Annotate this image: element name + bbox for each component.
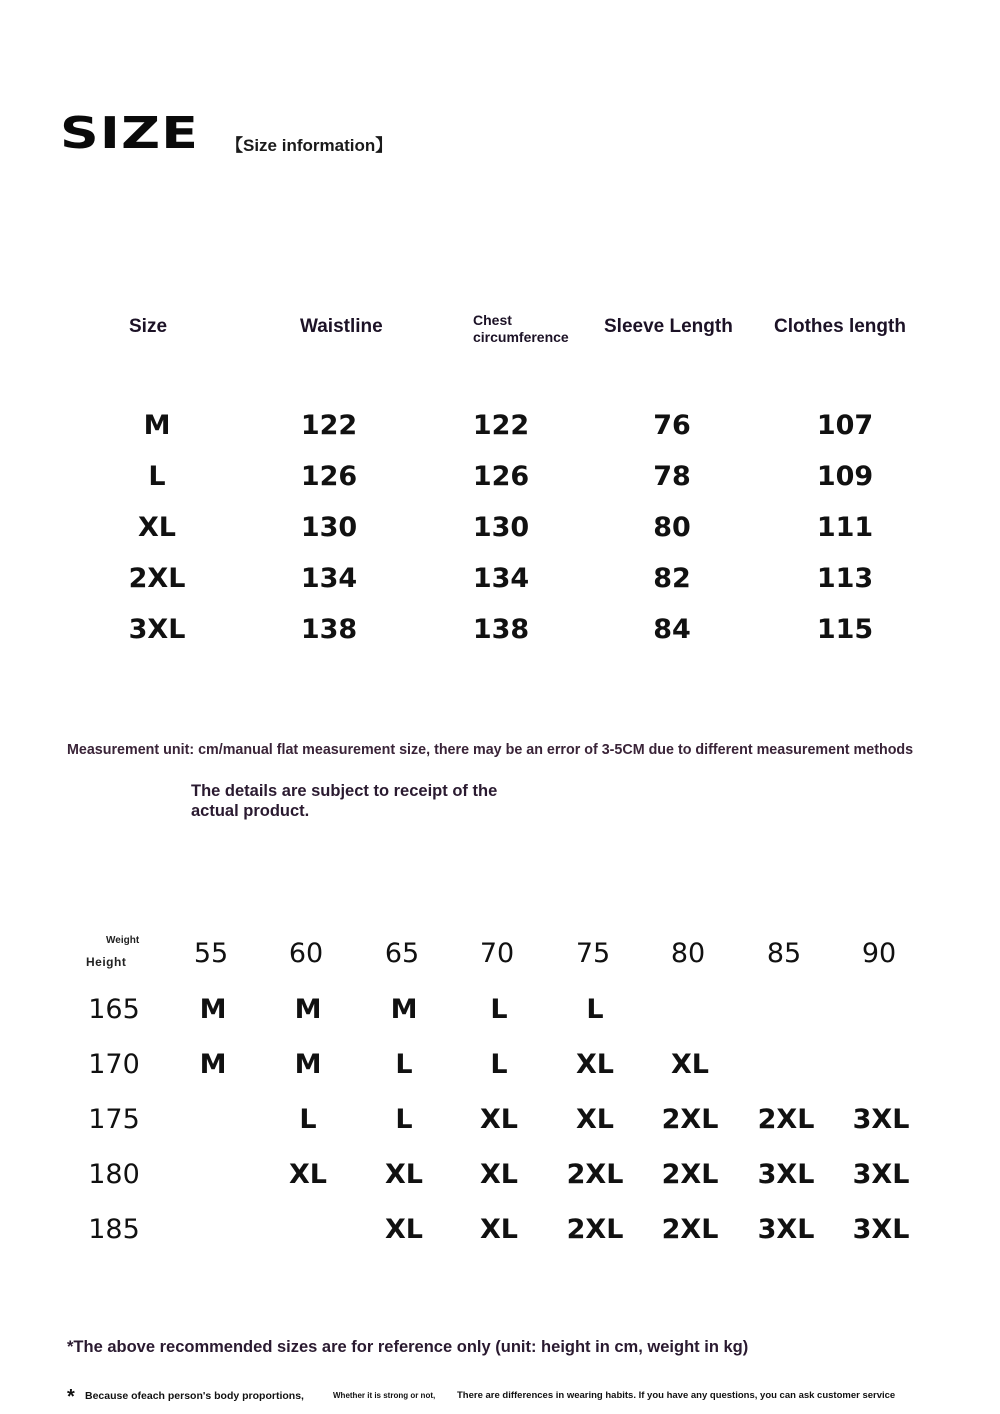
recommended-size: 3XL	[757, 1214, 815, 1245]
recommended-size: L	[395, 1049, 413, 1080]
size-cell-chest: 122	[472, 410, 530, 441]
size-cell-clothes-length: 115	[816, 614, 874, 645]
column-header-chest: Chest circumference	[473, 312, 569, 345]
size-cell-chest: 134	[472, 563, 530, 594]
size-cell-sleeve-length: 80	[653, 512, 691, 543]
recommended-size: L	[395, 1104, 413, 1135]
size-cell-sleeve-length: 82	[653, 563, 691, 594]
footnote-star: *	[67, 1386, 75, 1408]
recommended-size: L	[490, 1049, 508, 1080]
size-cell-sleeve-length: 76	[653, 410, 691, 441]
size-cell-waistline: 126	[300, 461, 358, 492]
recommended-size: 3XL	[757, 1159, 815, 1190]
weight-header: 65	[384, 938, 420, 969]
size-information-heading: 【Size information】	[226, 136, 393, 155]
recommended-size: XL	[288, 1159, 328, 1190]
size-cell-waistline: 130	[300, 512, 358, 543]
recommended-size: XL	[575, 1104, 615, 1135]
recommended-size: XL	[670, 1049, 710, 1080]
weight-header: 75	[575, 938, 611, 969]
weight-header: 85	[766, 938, 802, 969]
height-value: 180	[88, 1159, 140, 1190]
height-axis-label: Height	[86, 955, 127, 969]
recommended-size: 3XL	[852, 1214, 910, 1245]
size-cell-size: XL	[137, 512, 177, 543]
height-value: 170	[88, 1049, 140, 1080]
recommended-size: XL	[384, 1214, 424, 1245]
recommended-size: 2XL	[566, 1159, 624, 1190]
size-cell-size: M	[143, 410, 171, 441]
recommended-size: 3XL	[852, 1159, 910, 1190]
size-cell-size: L	[148, 461, 166, 492]
recommended-size: XL	[384, 1159, 424, 1190]
recommended-size: M	[390, 994, 418, 1025]
weight-header: 90	[861, 938, 897, 969]
recommended-size: M	[199, 994, 227, 1025]
size-cell-size: 3XL	[128, 614, 186, 645]
recommended-size: L	[490, 994, 508, 1025]
size-cell-waistline: 122	[300, 410, 358, 441]
recommended-size: M	[294, 1049, 322, 1080]
size-cell-sleeve-length: 84	[653, 614, 691, 645]
footnote-part-3: There are differences in wearing habits. If you have any questions, you can ask customer service	[457, 1390, 896, 1401]
weight-header: 60	[288, 938, 324, 969]
size-cell-clothes-length: 111	[816, 512, 874, 543]
height-value: 175	[88, 1104, 140, 1135]
recommended-size: M	[294, 994, 322, 1025]
details-note: The details are subject to receipt of the actual product.	[191, 782, 498, 820]
weight-header: 70	[479, 938, 515, 969]
size-cell-clothes-length: 109	[816, 461, 874, 492]
weight-header: 80	[670, 938, 706, 969]
footnote-part-1: Because ofeach person's body proportions,	[85, 1390, 304, 1402]
recommended-size: L	[586, 994, 604, 1025]
recommended-size: L	[299, 1104, 317, 1135]
height-value: 165	[88, 994, 140, 1025]
weight-header: 55	[193, 938, 229, 969]
reference-note: *The above recommended sizes are for reference only (unit: height in cm, weight in kg)	[67, 1338, 749, 1356]
recommended-size: 2XL	[757, 1104, 815, 1135]
column-header-clothes-length: Clothes length	[774, 316, 906, 337]
height-value: 185	[88, 1214, 140, 1245]
recommended-size: M	[199, 1049, 227, 1080]
recommended-size: XL	[479, 1159, 519, 1190]
size-cell-clothes-length: 107	[816, 410, 874, 441]
recommended-size: XL	[479, 1104, 519, 1135]
recommended-size: 2XL	[566, 1214, 624, 1245]
size-cell-chest: 130	[472, 512, 530, 543]
column-header-size: Size	[129, 316, 168, 337]
size-cell-waistline: 134	[300, 563, 358, 594]
recommended-size: XL	[479, 1214, 519, 1245]
recommended-size: XL	[575, 1049, 615, 1080]
measurement-note: Measurement unit: cm/manual flat measurement size, there may be an error of 3-5CM due to different measurement methods	[67, 742, 914, 758]
footnote-part-2: Whether it is strong or not,	[333, 1391, 436, 1400]
recommended-size: 2XL	[661, 1214, 719, 1245]
size-cell-chest: 126	[472, 461, 530, 492]
recommended-size: 2XL	[661, 1159, 719, 1190]
size-logo: SIZE	[60, 108, 200, 159]
size-cell-clothes-length: 113	[816, 563, 874, 594]
weight-axis-label: Weight	[106, 935, 140, 946]
recommended-size: 3XL	[852, 1104, 910, 1135]
size-cell-sleeve-length: 78	[653, 461, 691, 492]
size-cell-waistline: 138	[300, 614, 358, 645]
recommended-size: 2XL	[661, 1104, 719, 1135]
size-cell-chest: 138	[472, 614, 530, 645]
column-header-sleeve-length: Sleeve Length	[604, 316, 733, 337]
size-cell-size: 2XL	[128, 563, 186, 594]
column-header-waistline: Waistline	[300, 316, 383, 337]
